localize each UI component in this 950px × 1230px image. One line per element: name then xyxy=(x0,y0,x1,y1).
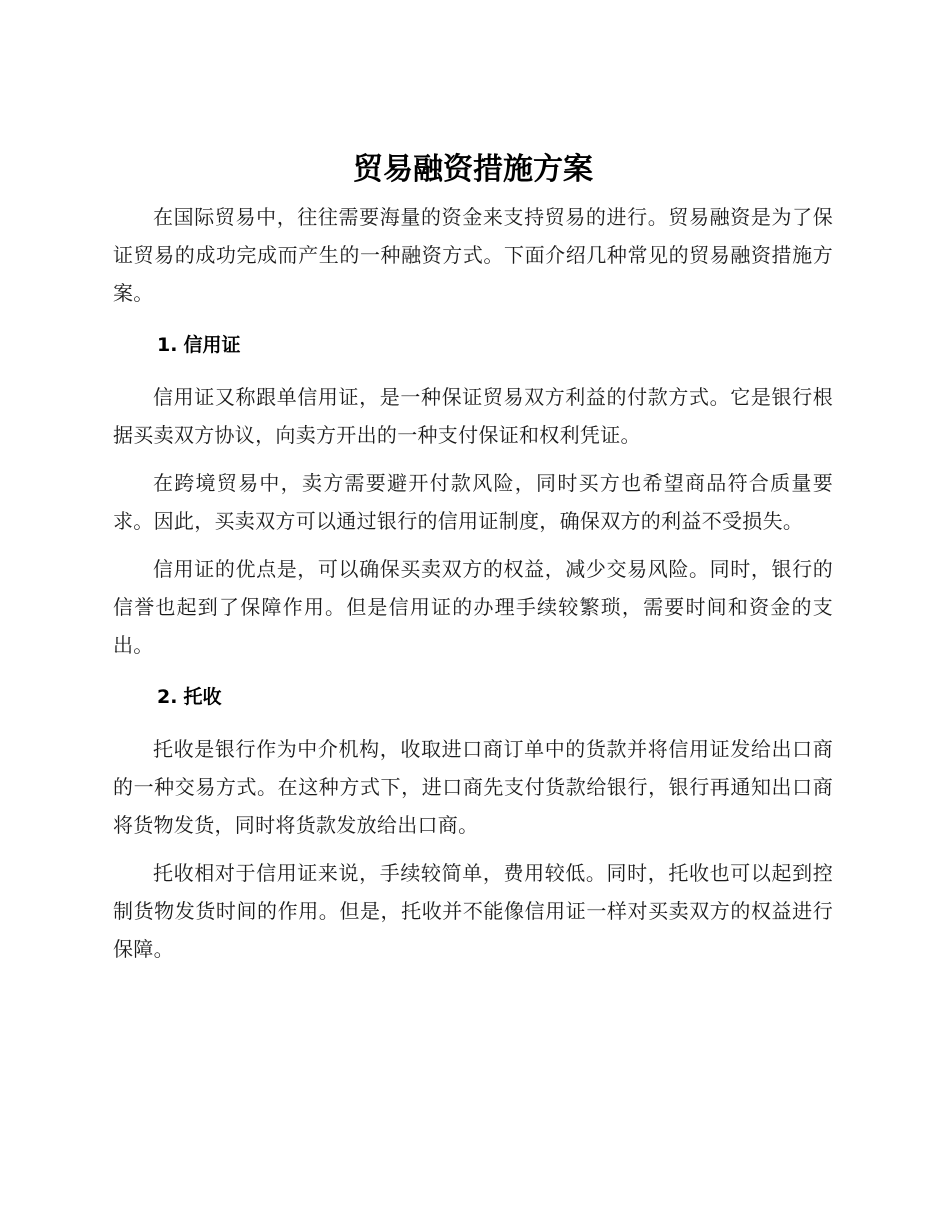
section-letter-of-credit xyxy=(113,326,833,664)
section-collection xyxy=(113,678,833,968)
body-paragraph: 托收是银行作为中介机构，收取进口商订单中的货款并将信用证发给出口商的一种交易方式。在这种方式下，进口商先支付货款给银行，银行再通知出口商将货物发货，同时将货款发放给出口商。 xyxy=(113,737,833,837)
document-body xyxy=(113,148,833,978)
body-paragraph: 信用证又称跟单信用证，是一种保证贸易双方利益的付款方式。它是银行根据买卖双方协议，向卖方开出的一种支付保证和权利凭证。 xyxy=(113,385,833,447)
section-number: 2. xyxy=(157,686,178,708)
intro-paragraph: 在国际贸易中，往往需要海量的资金来支持贸易的进行。贸易融资是为了保证贸易的成功完成而产生的一种融资方式。下面介绍几种常见的贸易融资措施方案。 xyxy=(113,205,833,305)
section-heading-text: 托收 xyxy=(183,686,222,708)
section-heading-text: 信用证 xyxy=(183,334,241,356)
body-paragraph: 在跨境贸易中，卖方需要避开付款风险，同时买方也希望商品符合质量要求。因此，买卖双方可以通过银行的信用证制度，确保双方的利益不受损失。 xyxy=(113,471,833,533)
section-heading xyxy=(113,678,833,716)
section-number: 1. xyxy=(157,334,178,356)
body-paragraph: 信用证的优点是，可以确保买卖双方的权益，减少交易风险。同时，银行的信誉也起到了保障作用。但是信用证的办理手续较繁琐，需要时间和资金的支出。 xyxy=(113,557,833,657)
document-title: 贸易融资措施方案 xyxy=(353,152,593,187)
section-heading xyxy=(113,326,833,364)
body-paragraph: 托收相对于信用证来说，手续较简单，费用较低。同时，托收也可以起到控制货物发货时间的作用。但是，托收并不能像信用证一样对买卖双方的权益进行保障。 xyxy=(113,861,833,961)
